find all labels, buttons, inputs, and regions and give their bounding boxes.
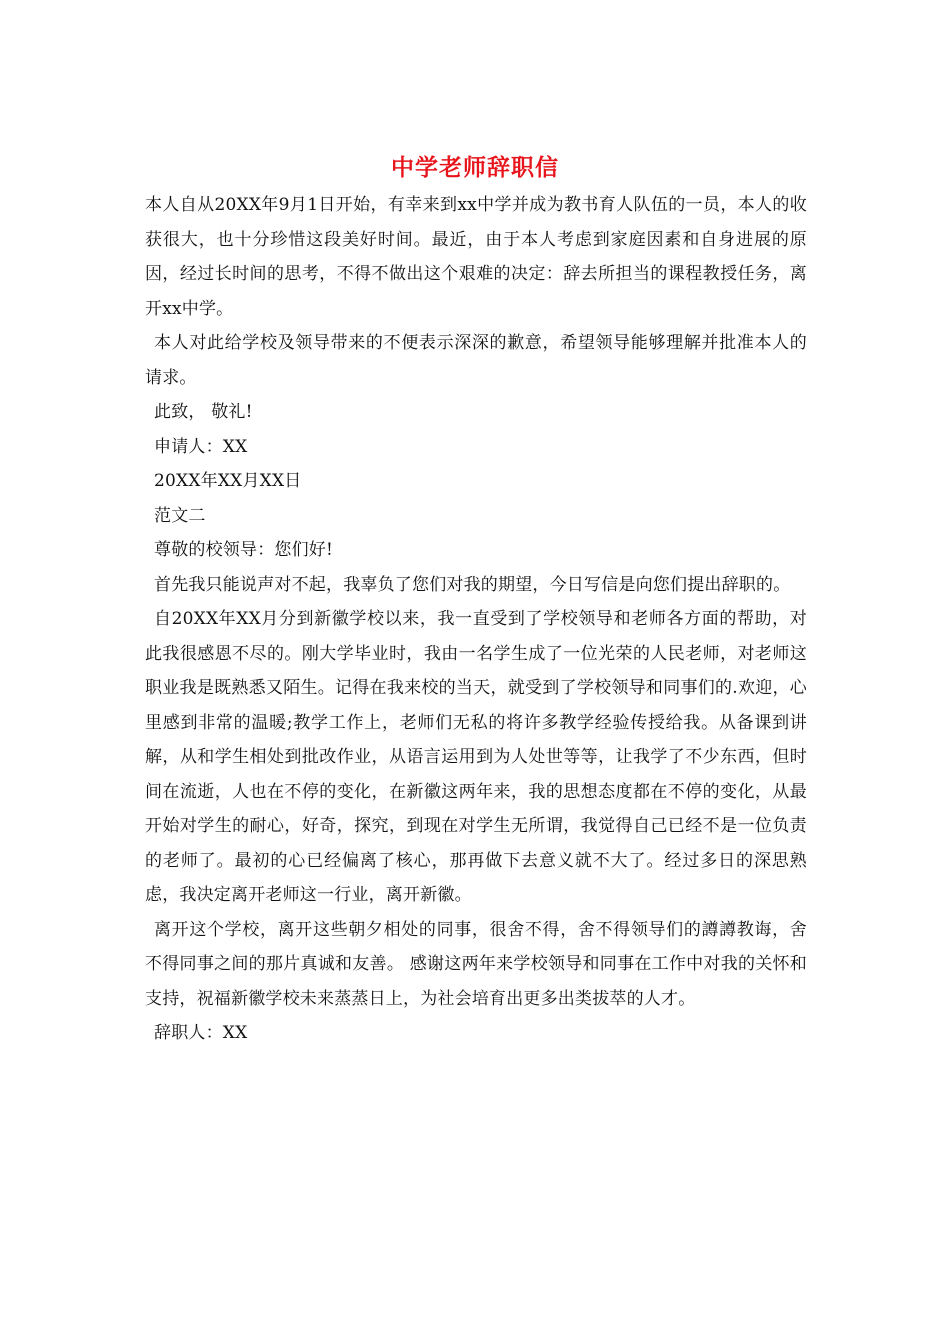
document-title: 中学老师辞职信 — [391, 154, 559, 181]
paragraph-experience: 自20XX年XX月分到新徽学校以来，我一直受到了学校领导和老师各方面的帮助，对此我很感恩不尽的。刚大学毕业时，我由一名学生成了一位光荣的人民老师，对老师这职业我是既熟悉又陌生。记得在我来校的当天，就受到了学校领导和同事们的.欢迎，心里感到非常的温暖;教学工作上，老师们无私的将许多教学经验传授给我。从备课到讲解，从和学生相处到批改作业，从语言运用到为人处世等等，让我学了不少东西，但时间在流逝，人也在不停的变化，在新徽这两年来，我的思想态度都在不停的变化，从最开始对学生的耐心，好奇，探究，到现在对学生无所谓，我觉得自己已经不是一位负责的老师了。最初的心已经偏离了核心，那再做下去意义就不大了。经过多日的深思熟虑，我决定离开老师这一行业，离开新徽。 — [145, 609, 807, 905]
paragraph-intro: 本人自从20XX年9月1日开始，有幸来到xx中学并成为教书育人队伍的一员，本人的收获很大，也十分珍惜这段美好时间。最近，由于本人考虑到家庭因素和自身进展的原因，经过长时间的思考，不得不做出这个艰难的决定：辞去所担当的课程教授任务，离开xx中学。 — [145, 195, 807, 319]
paragraph-opening: 首先我只能说声对不起，我辜负了您们对我的期望，今日写信是向您们提出辞职的。 — [154, 574, 791, 595]
resigner-signature: 辞职人：XX — [154, 1023, 248, 1043]
paragraph-apology: 本人对此给学校及领导带来的不便表示深深的歉意，希望领导能够理解并批准本人的请求。 — [145, 333, 807, 388]
applicant-signature: 申请人：XX — [154, 436, 248, 457]
document-body — [145, 188, 807, 1051]
section-heading-sample-two: 范文二 — [154, 505, 206, 526]
signature-date: 20XX年XX月XX日 — [154, 471, 302, 491]
paragraph-farewell: 离开这个学校，离开这些朝夕相处的同事，很舍不得，舍不得领导们的譐譐教诲，舍不得同事之间的那片真诚和友善。 感谢这两年来学校领导和同事在工作中对我的关怀和支持，祝福新徽学校未来蒸蒸日上，为社会培育出更多出类拔萃的人才。 — [145, 919, 807, 1009]
closing-salutation: 此致， 敬礼! — [154, 402, 253, 422]
greeting: 尊敬的校领导：您们好! — [154, 540, 334, 560]
